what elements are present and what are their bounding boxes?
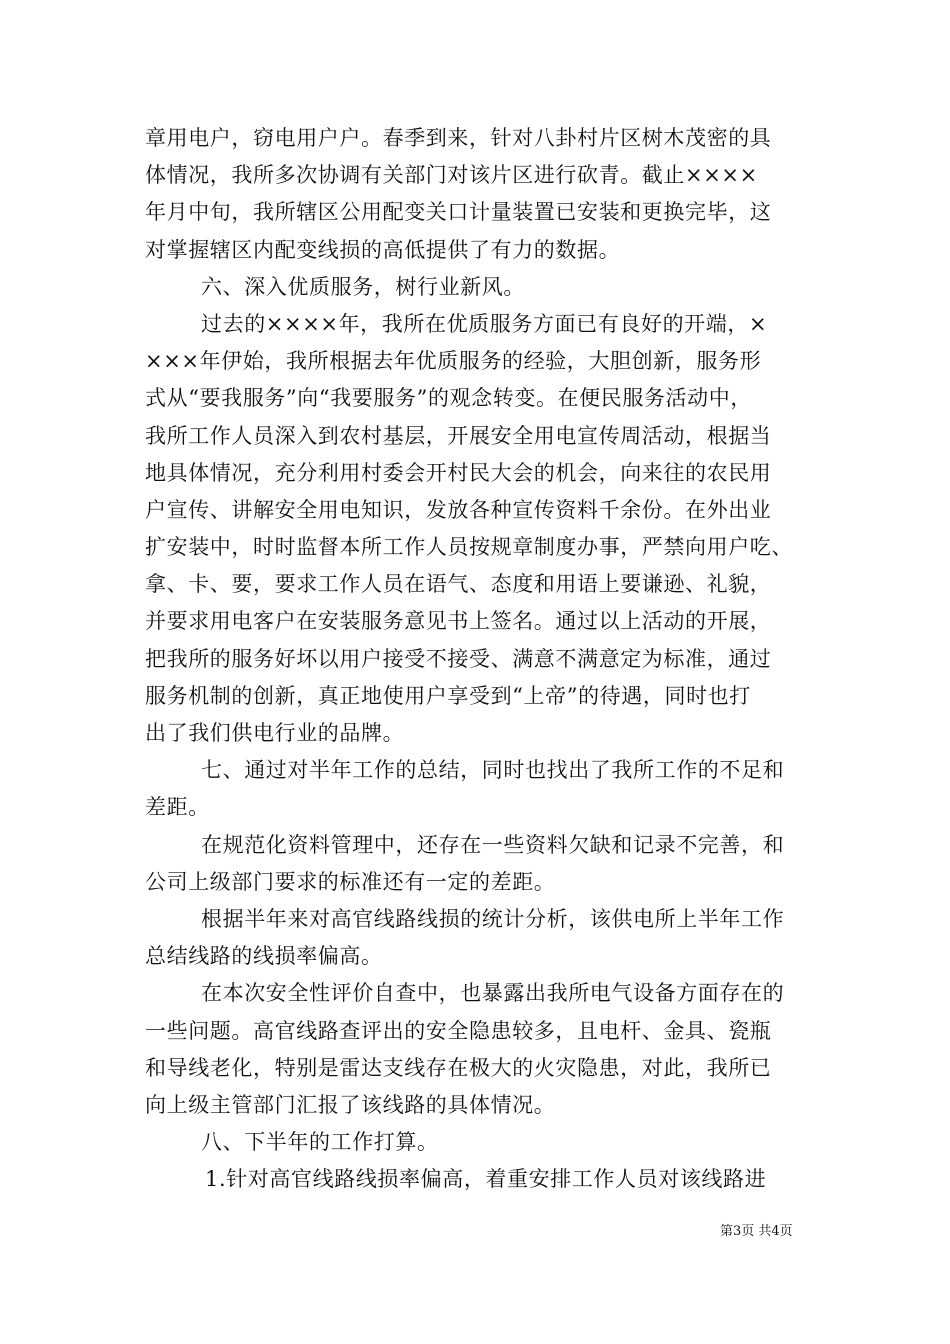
text-line: 向上级主管部门汇报了该线路的具体情况。 [145, 1092, 556, 1117]
text-line: 对掌握辖区内配变线损的高低提供了有力的数据。 [145, 237, 621, 262]
page-number: 第3页 共4页 [720, 1224, 793, 1239]
text-line: 差距。 [145, 795, 210, 820]
text-line: 根据半年来对高官线路线损的统计分析，该供电所上半年工作 [201, 906, 785, 931]
text-line: ×××年伊始，我所根据去年优质服务的经验，大胆创新，服务形 [145, 349, 762, 374]
section-heading-6: 六、深入优质服务，树行业新风。 [201, 274, 525, 299]
numbered-item: 1.针对高官线路线损率偏高，着重安排工作人员对该线路进 [205, 1167, 767, 1192]
text-line: 过去的××××年，我所在优质服务方面已有良好的开端，× [201, 311, 768, 336]
text-line: 和导线老化，特别是雷达支线存在极大的火灾隐患，对此，我所已 [145, 1055, 772, 1080]
text-line: 在规范化资料管理中，还存在一些资料欠缺和记录不完善，和 [201, 832, 785, 857]
text-line: 总结线路的线损率偏高。 [145, 944, 383, 969]
text-line: 扩安装中，时时监督本所工作人员按规章制度办事，严禁向用户吃、 [145, 535, 793, 560]
text-line: 我所工作人员深入到农村基层，开展安全用电宣传周活动，根据当 [145, 423, 772, 448]
text-line: 式从“要我服务”向“我要服务”的观念转变。在便民服务活动中， [145, 386, 752, 411]
text-line: 把我所的服务好坏以用户接受不接受、满意不满意定为标准，通过 [145, 646, 772, 671]
text-line: 并要求用电客户在安装服务意见书上签名。通过以上活动的开展， [145, 609, 772, 634]
text-line: 出了我们供电行业的品牌。 [145, 721, 405, 745]
section-heading-7: 七、通过对半年工作的总结，同时也找出了我所工作的不足和 [201, 758, 785, 783]
text-line: 年月中旬，我所辖区公用配变关口计量装置已安装和更换完毕，这 [145, 200, 772, 225]
text-line: 户宣传、讲解安全用电知识，发放各种宣传资料千余份。在外出业 [145, 497, 772, 522]
text-line: 公司上级部门要求的标准还有一定的差距。 [145, 869, 556, 894]
text-line: 章用电户，窃电用户户。春季到来，针对八卦村片区树木茂密的具 [145, 126, 772, 150]
text-line: 拿、卡、要，要求工作人员在语气、态度和用语上要谦逊、礼貌， [145, 572, 772, 597]
section-heading-8: 八、下半年的工作打算。 [201, 1130, 439, 1155]
text-line: 服务机制的创新，真正地使用户享受到“上帝”的待遇，同时也打 [145, 683, 751, 708]
document-body [145, 120, 815, 1198]
text-line: 地具体情况，充分利用村委会开村民大会的机会，向来往的农民用 [145, 460, 772, 485]
text-line: 一些问题。高官线路查评出的安全隐患较多，且电杆、金具、瓷瓶 [145, 1018, 772, 1043]
text-line: 体情况，我所多次协调有关部门对该片区进行砍青。截止×××× [145, 163, 758, 188]
text-line: 在本次安全性评价自查中，也暴露出我所电气设备方面存在的 [201, 981, 785, 1006]
